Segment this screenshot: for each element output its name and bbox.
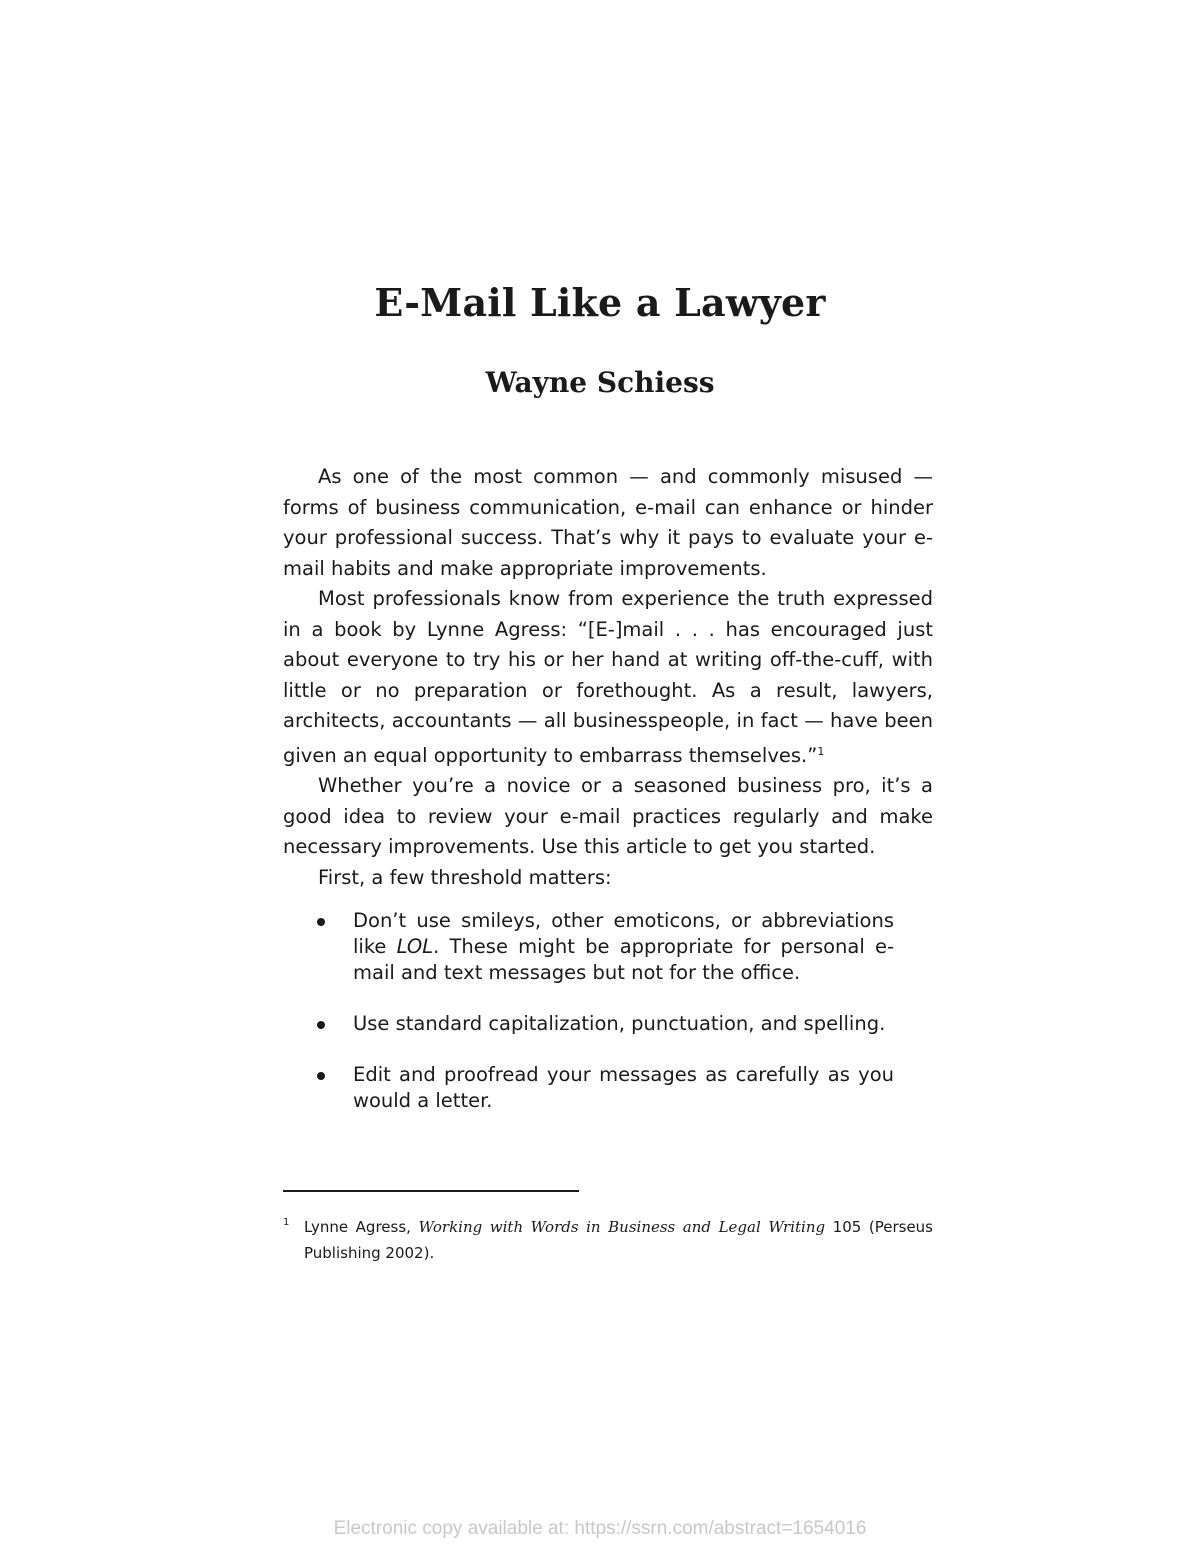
footnote-citation: 105 (Perseus Publishing 2002). bbox=[304, 1218, 933, 1262]
threshold-list bbox=[314, 908, 894, 1139]
article-title: E-Mail Like a Lawyer bbox=[374, 280, 826, 325]
list-item bbox=[314, 1062, 894, 1114]
list-item-text: Use standard capitalization, punctuation, and spelling. bbox=[353, 1012, 886, 1035]
bullet-icon bbox=[317, 918, 325, 926]
footnote-reference[interactable]: 1 bbox=[817, 744, 825, 758]
footnote-work-title: Working with Words in Business and Legal Writing bbox=[418, 1218, 826, 1236]
paragraph: First, a few threshold matters: bbox=[318, 865, 612, 889]
article-body bbox=[283, 462, 933, 893]
paragraph-with-footnote bbox=[283, 584, 933, 771]
list-item-text: Edit and proofread your messages as carefully as you would a letter. bbox=[353, 1063, 894, 1112]
ssrn-watermark[interactable]: Electronic copy available at: https://ssrn.com/abstract=1654016 bbox=[333, 1518, 867, 1539]
footnote-number: 1 bbox=[283, 1217, 290, 1228]
footnote-divider bbox=[283, 1190, 579, 1192]
paragraph: Whether you’re a novice or a seasoned business pro, it’s a good idea to review your e-mail practices regularly and make necessary improvements. Use this article to get you started. bbox=[283, 774, 933, 858]
bullet-icon bbox=[317, 1021, 325, 1029]
list-item-emphasis: LOL bbox=[396, 935, 434, 958]
list-item-text: . These might be appropriate for personal e-mail and text messages but not for the office. bbox=[353, 935, 894, 984]
list-item bbox=[314, 908, 894, 986]
paragraph: As one of the most common — and commonly misused — forms of business communication, e-mail can enhance or hinder your professional success. That’s why it pays to evaluate your e-mail habits and make appropriate improvements. bbox=[283, 465, 933, 580]
bullet-icon bbox=[317, 1072, 325, 1080]
paragraph-text: Most professionals know from experience the truth expressed in a book by Lynne Agress: “[E-]mail . . . has encouraged just about everyone to try his or her hand at writing off-the-cuff, with little or no preparation or forethought. As a result, lawyers, architects, accountants — all businesspeople, in fact — have been given an equal opportunity to embarrass themselves.” bbox=[283, 587, 933, 767]
list-item bbox=[314, 1011, 894, 1037]
list-item-text: Don’t use smileys, other emoticons, or abbreviations like bbox=[353, 909, 894, 958]
footnote bbox=[283, 1214, 933, 1266]
footnote-author: Lynne Agress, bbox=[304, 1218, 419, 1236]
article-author: Wayne Schiess bbox=[485, 366, 715, 399]
footnote-text bbox=[304, 1214, 933, 1266]
